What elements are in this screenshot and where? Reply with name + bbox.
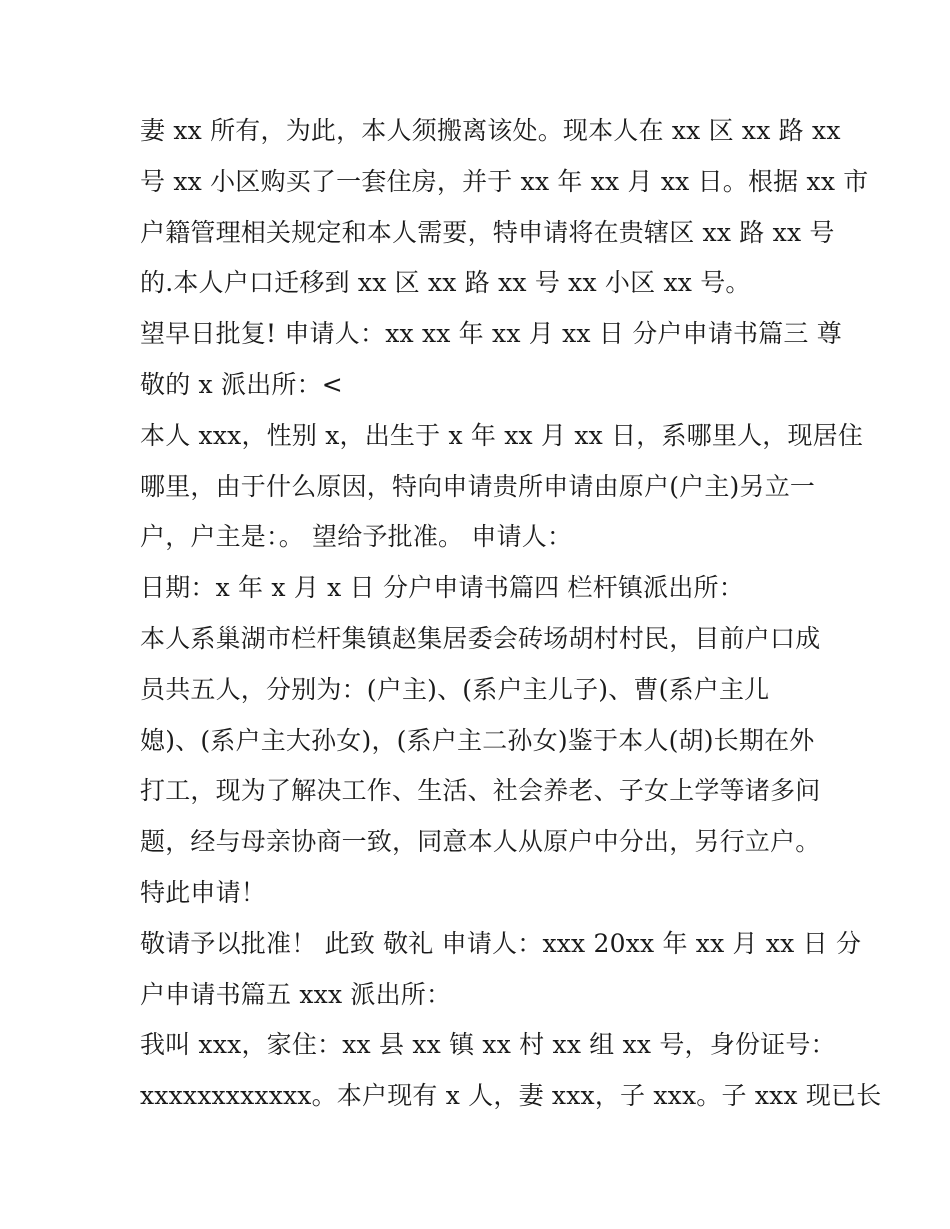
text-line: xxxxxxxxxxxx。本户现有 x 人，妻 xxx，子 xxx。子 xxx 现已长 xyxy=(140,1081,882,1111)
text-line: 媳)、(系户主大孙女)，(系户主二孙女)鉴于本人(胡)长期在外 xyxy=(140,725,815,755)
text-line: 号 xx 小区购买了一套住房，并于 xx 年 xx 月 xx 日。根据 xx 市 xyxy=(140,166,869,196)
text-line: 的.本人户口迁移到 xx 区 xx 路 xx 号 xx 小区 xx 号。 xyxy=(140,268,751,298)
text-line: 我叫 xxx，家住：xx 县 xx 镇 xx 村 xx 组 xx 号，身份证号： xyxy=(140,1030,836,1060)
text-line: 本人 xxx，性别 x，出生于 x 年 xx 月 xx 日，系哪里人，现居住 xyxy=(140,420,864,450)
text-line: 望早日批复! 申请人：xx xx 年 xx 月 xx 日 分户申请书篇三 尊 xyxy=(140,319,842,349)
text-line: 户，户主是：。 望给予批准。 申请人： xyxy=(140,522,573,552)
text-line: 户籍管理相关规定和本人需要，特申请将在贵辖区 xx 路 xx 号 xyxy=(140,217,835,247)
text-line: 打工，现为了解决工作、生活、社会养老、子女上学等诸多问 xyxy=(140,776,821,806)
text-line: 本人系巢湖市栏杆集镇赵集居委会砖场胡村村民，目前户口成 xyxy=(140,623,821,653)
text-line: 妻 xx 所有，为此，本人须搬离该处。现本人在 xx 区 xx 路 xx xyxy=(140,116,841,145)
text-line: 员共五人，分别为：(户主)、(系户主儿子)、曹(系户主儿 xyxy=(140,674,770,704)
text-line: 题，经与母亲协商一致，同意本人从原户中分出，另行立户。 xyxy=(140,827,821,857)
text-line: 敬请予以批准！ 此致 敬礼 申请人：xxx 20xx 年 xx 月 xx 日 分 xyxy=(140,928,862,958)
text-line: 哪里，由于什么原因，特向申请贵所申请由原户(户主)另立一 xyxy=(140,471,816,501)
text-line: 日期：x 年 x 月 x 日 分户申请书篇四 栏杆镇派出所： xyxy=(140,573,744,603)
text-line: 特此申请！ xyxy=(140,877,267,907)
document-body xyxy=(140,106,882,1122)
text-line: 户申请书篇五 xxx 派出所： xyxy=(140,979,452,1009)
text-line: 敬的 x 派出所：< xyxy=(140,369,343,399)
